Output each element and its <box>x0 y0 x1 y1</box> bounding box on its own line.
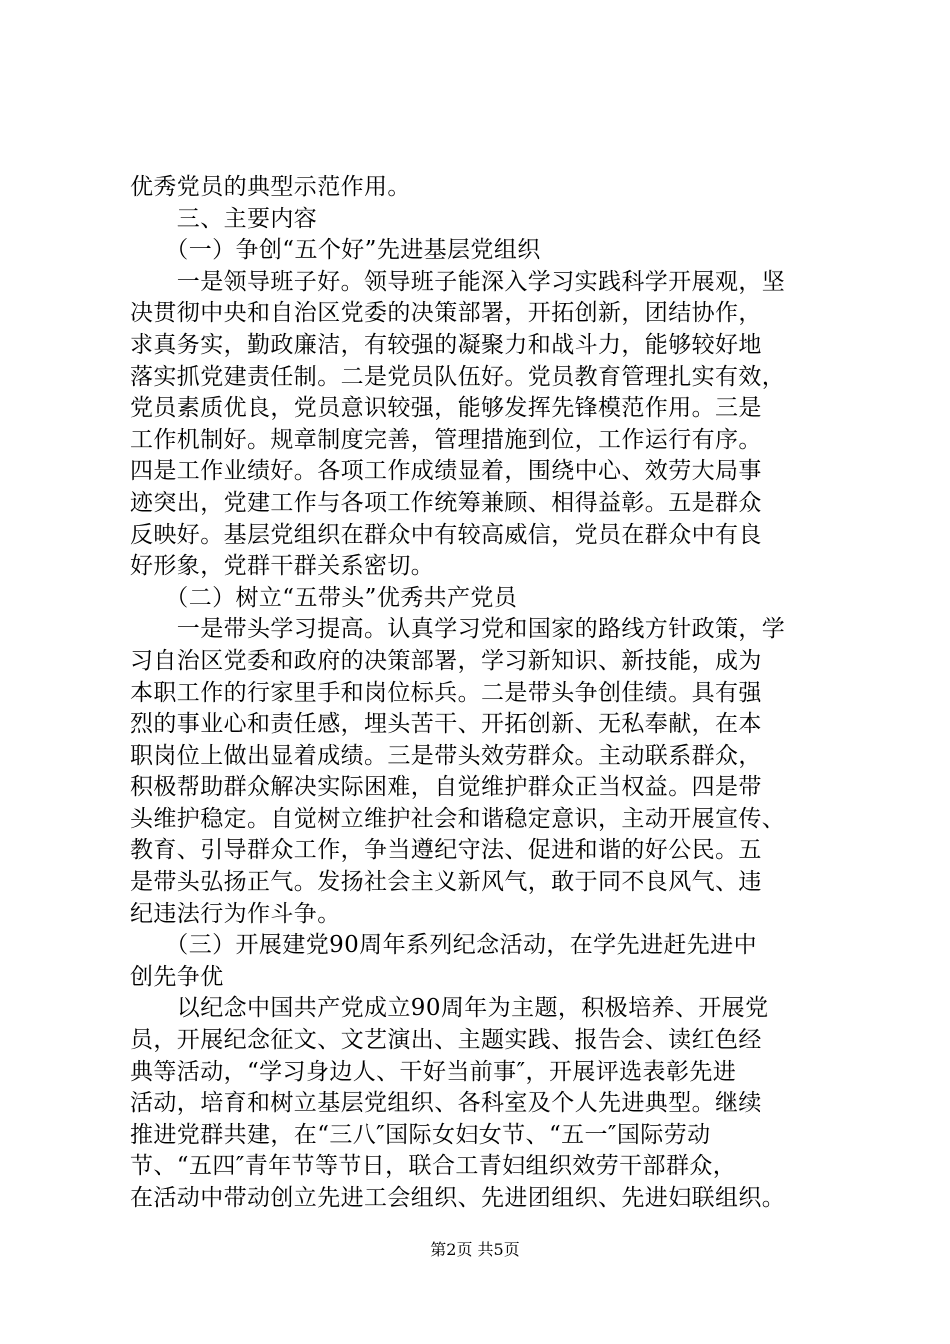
text-line: 教育、引导群众工作，争当遵纪守法、促进和谐的好公民。五 <box>130 837 762 864</box>
text-line: 本职工作的行家里手和岗位标兵。二是带头争创佳绩。具有强 <box>130 679 762 706</box>
text-line: （二）树立“五带头”优秀共产党员 <box>130 584 518 611</box>
text-line: 一是带头学习提高。认真学习党和国家的路线方针政策，学 <box>130 616 786 643</box>
page-number-footer: 第2页 共5页 <box>430 1240 520 1259</box>
text-line: 头维护稳定。自觉树立维护社会和谐稳定意识，主动开展宣传、 <box>130 805 786 832</box>
text-line: 迹突出，党建工作与各项工作统筹兼顾、相得益彰。五是群众 <box>130 489 762 516</box>
text-line: 典等活动，“学习身边人、干好当前事″，开展评选表彰先进 <box>130 1058 737 1085</box>
text-line: 落实抓党建责任制。二是党员队伍好。党员教育管理扎实有效， <box>130 363 786 390</box>
text-line: 三、主要内容 <box>130 205 318 232</box>
text-line: 以纪念中国共产党成立90周年为主题，积极培养、开展党 <box>130 995 769 1022</box>
text-line: 职岗位上做出显着成绩。三是带头效劳群众。主动联系群众， <box>130 742 762 769</box>
text-line: （三）开展建党90周年系列纪念活动，在学先进赶先进中 <box>130 932 757 959</box>
text-line: 反映好。基层党组织在群众中有较高威信，党员在群众中有良 <box>130 521 762 548</box>
text-line: 创先争优 <box>130 963 224 990</box>
text-line: 是带头弘扬正气。发扬社会主义新风气，敢于同不良风气、违 <box>130 869 762 896</box>
text-line: 员，开展纪念征文、文艺演出、主题实践、报告会、读红色经 <box>130 1027 762 1054</box>
text-line: 一是领导班子好。领导班子能深入学习实践科学开展观，坚 <box>130 268 786 295</box>
text-line: 积极帮助群众解决实际困难，自觉维护群众正当权益。四是带 <box>130 774 762 801</box>
text-line: 四是工作业绩好。各项工作成绩显着，围绕中心、效劳大局事 <box>130 458 762 485</box>
document-body <box>130 172 840 1215</box>
text-line: 求真务实，勤政廉洁，有较强的凝聚力和战斗力，能够较好地 <box>130 331 762 358</box>
text-line: 在活动中带动创立先进工会组织、先进团组织、先进妇联组织。 <box>130 1185 786 1211</box>
text-line: （一）争创“五个好”先进基层党组织 <box>130 237 541 264</box>
text-line: 工作机制好。规章制度完善，管理措施到位，工作运行有序。 <box>130 426 762 453</box>
text-line: 决贯彻中央和自治区党委的决策部署，开拓创新，团结协作， <box>130 300 762 327</box>
text-line: 推进党群共建，在“三八″国际女妇女节、“五一″国际劳动 <box>130 1121 711 1148</box>
text-line: 习自治区党委和政府的决策部署，学习新知识、新技能，成为 <box>130 647 762 674</box>
text-line: 党员素质优良，党员意识较强，能够发挥先锋模范作用。三是 <box>130 395 762 422</box>
text-line: 优秀党员的典型示范作用。 <box>130 174 411 200</box>
text-line: 烈的事业心和责任感，埋头苦干、开拓创新、无私奉献，在本 <box>130 711 762 738</box>
text-line: 活动，培育和树立基层党组织、各科室及个人先进典型。继续 <box>130 1090 762 1117</box>
text-line: 纪违法行为作斗争。 <box>130 900 341 927</box>
text-line: 好形象，党群干群关系密切。 <box>130 553 435 580</box>
text-line: 节、“五四″青年节等节日，联合工青妇组织效劳干部群众， <box>130 1153 737 1180</box>
